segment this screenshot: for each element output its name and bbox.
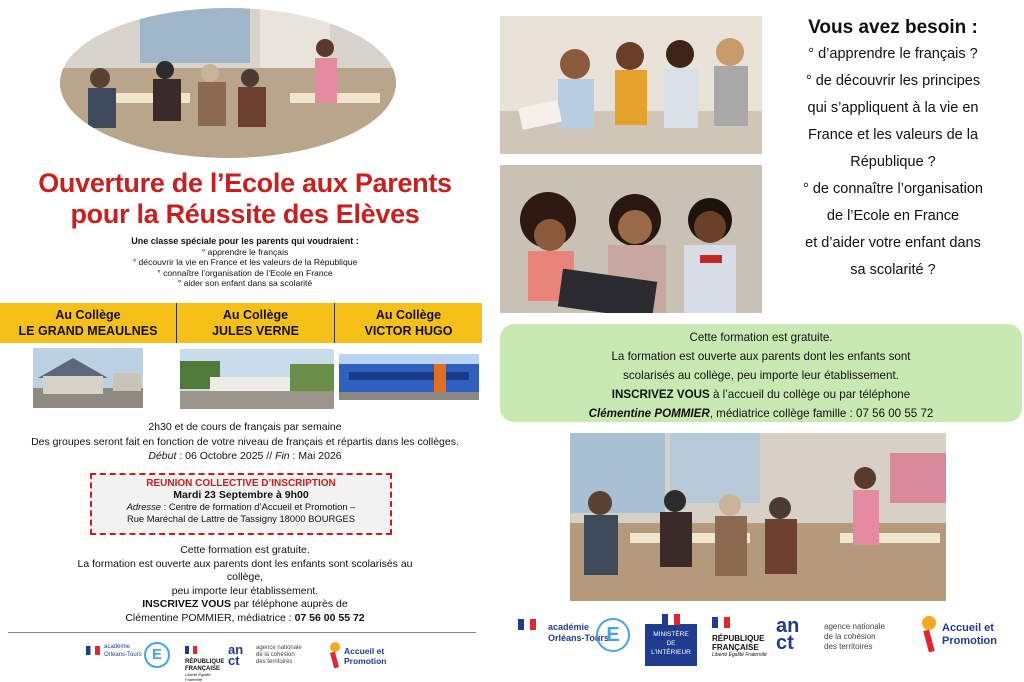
reunion-title: REUNION COLLECTIVE D’INSCRIPTION bbox=[146, 478, 336, 489]
course-info bbox=[0, 420, 490, 464]
intro-item: ° aider son enfant dans sa scolarité bbox=[177, 278, 313, 288]
academie-region: Orléans-Tours bbox=[104, 652, 142, 658]
green-open-text: La formation est ouverte aux parents dont les enfants sont bbox=[611, 350, 911, 363]
flyer-title bbox=[0, 168, 490, 230]
republique-text-2: FRANÇAISE bbox=[185, 665, 221, 672]
academie-logo-right bbox=[518, 616, 628, 660]
college-victor-hugo bbox=[335, 303, 482, 343]
college-name: LE GRAND MEAULNES bbox=[18, 324, 158, 338]
college-jules-verne bbox=[177, 303, 334, 343]
republique-motto: Liberté Égalité Fraternité bbox=[712, 652, 767, 658]
college-le-grand-meaulnes bbox=[0, 303, 176, 343]
republique-text: RÉPUBLIQUE bbox=[712, 634, 765, 643]
figure-icon bbox=[922, 616, 936, 630]
inscrivez-label: INSCRIVEZ VOUS bbox=[142, 598, 231, 610]
besoin-item: ° de connaître l’organisation bbox=[803, 181, 983, 197]
republique-text-2: FRANÇAISE bbox=[712, 643, 759, 652]
figure-icon bbox=[330, 642, 340, 652]
besoin-title: Vous avez besoin : bbox=[808, 17, 978, 38]
debut-label: Début bbox=[148, 450, 177, 462]
besoin-item: République ? bbox=[850, 154, 936, 170]
inscrivez-rest: par téléphone auprès de bbox=[230, 598, 348, 610]
marianne-flag-icon bbox=[86, 646, 100, 655]
college-photo-victor-hugo bbox=[339, 354, 479, 400]
parents-reading-photo bbox=[500, 16, 762, 154]
open-text: La formation est ouverte aux parents dont les enfants sont scolarisés au bbox=[77, 557, 413, 570]
debut-value: : 06 Octobre 2025 // bbox=[176, 450, 276, 462]
green-open-text-2: scolarisés au collège, peu importe leur établissement. bbox=[623, 369, 899, 382]
green-inscrivez-line bbox=[500, 385, 1022, 404]
college-photo-jules-verne bbox=[180, 349, 334, 409]
contact-phone: 07 56 00 55 72 bbox=[294, 611, 365, 624]
green-contact-line bbox=[500, 404, 1022, 423]
figure-body-icon bbox=[330, 652, 339, 669]
ministere-interieur-logo bbox=[645, 608, 697, 666]
classroom-photo-right bbox=[570, 433, 946, 601]
republique-motto: Liberté Égalité Fraternité bbox=[185, 672, 211, 682]
classroom-oval-photo bbox=[60, 8, 396, 158]
marianne-flag-icon bbox=[712, 617, 730, 628]
title-line-1: Ouverture de l’Ecole aux Parents bbox=[38, 168, 452, 198]
anct-mark: an ct bbox=[228, 642, 244, 668]
anct-logo-right bbox=[776, 616, 906, 658]
family-reading-photo bbox=[500, 165, 762, 313]
free-text: Cette formation est gratuite. bbox=[180, 544, 310, 556]
contact-name: Clémentine POMMIER, médiatrice : bbox=[125, 611, 295, 624]
green-contact-rest: , médiatrice collège famille : 07 56 00 55 72 bbox=[709, 407, 934, 420]
green-inscrivez-rest: à l’accueil du collège ou par téléphone bbox=[709, 388, 911, 401]
marianne-flag-icon bbox=[185, 646, 197, 654]
green-inscrivez-label: INSCRIVEZ VOUS bbox=[611, 388, 710, 401]
republique-text: RÉPUBLIQUE bbox=[185, 659, 225, 665]
college-name: VICTOR HUGO bbox=[364, 324, 453, 338]
anct-mark: an ct bbox=[776, 615, 800, 654]
marianne-flag-icon bbox=[662, 614, 680, 625]
intro-block bbox=[60, 236, 430, 289]
course-dates bbox=[0, 449, 490, 464]
adresse-value: : Centre de formation d’Accueil et Promotion – bbox=[161, 501, 356, 513]
open-text-cont: collège, bbox=[226, 571, 264, 583]
footer-divider bbox=[8, 632, 476, 633]
college-label: Au Collège bbox=[55, 308, 121, 322]
anct-logo-left bbox=[228, 642, 318, 672]
green-contact-name: Clémentine POMMIER bbox=[588, 407, 710, 420]
registration-box-right bbox=[500, 324, 1022, 422]
registration-info-left bbox=[40, 544, 450, 625]
besoin-item: France et les valeurs de la bbox=[807, 127, 979, 143]
academie-region: Orléans-Tours bbox=[548, 633, 609, 643]
ministere-text: MINISTÈRE bbox=[653, 631, 689, 638]
inscrivez-line bbox=[40, 598, 450, 612]
reunion-date: Mardi 23 Septembre à 9h00 bbox=[173, 488, 309, 501]
intro-item: ° connaître l’organisation de l’Ecole en France bbox=[157, 267, 333, 278]
college-label: Au Collège bbox=[222, 308, 289, 322]
open-text-cont: peu importe leur établissement. bbox=[171, 584, 319, 597]
besoin-item: de l’Ecole en France bbox=[826, 208, 960, 224]
accueil-text: Accueil et bbox=[942, 622, 994, 634]
fin-label: Fin bbox=[275, 450, 290, 462]
college-photo-grand-meaulnes bbox=[33, 348, 143, 408]
course-groups: Des groupes seront fait en fonction de votre niveau de français et répartis dans les collèges. bbox=[31, 435, 459, 448]
anct-text-3: des territoires bbox=[256, 659, 293, 665]
anct-text-3: des territoires bbox=[824, 642, 873, 651]
intro-item: ° découvrir la vie en France et les valeurs de la République bbox=[132, 257, 358, 267]
besoin-item: ° d’apprendre le français ? bbox=[808, 46, 978, 62]
college-name: JULES VERNE bbox=[212, 324, 299, 338]
besoin-item: qui s’appliquent à la vie en bbox=[807, 100, 979, 116]
contact-line bbox=[40, 612, 450, 626]
adresse-label: Adresse bbox=[126, 501, 162, 513]
reunion-address-line-1 bbox=[92, 501, 390, 513]
ministere-text-3: L’INTÉRIEUR bbox=[651, 649, 691, 656]
accueil-promotion-logo-right bbox=[922, 612, 1022, 658]
intro-lead: Une classe spéciale pour les parents qui voudraient : bbox=[131, 236, 359, 246]
anct-text-1: agence nationale bbox=[824, 622, 885, 631]
besoin-block bbox=[762, 14, 1024, 284]
anct-text-1: agence nationale bbox=[256, 645, 302, 651]
anct-text-2: de la cohésion bbox=[824, 632, 876, 641]
figure-body-icon bbox=[923, 630, 934, 653]
colleges-bar bbox=[0, 303, 482, 343]
besoin-item: et d’aider votre enfant dans bbox=[805, 235, 981, 251]
college-label: Au Collège bbox=[375, 308, 442, 322]
accueil-text: Accueil et bbox=[344, 646, 385, 656]
intro-item: ° apprendre le français bbox=[201, 246, 289, 257]
anct-text-2: de la cohésion bbox=[256, 652, 295, 658]
fin-value: : Mai 2026 bbox=[289, 450, 342, 462]
academie-logo-left bbox=[86, 642, 166, 672]
ministere-text-2: DE bbox=[666, 640, 676, 647]
reunion-address-line-2: Rue Maréchal de Lattre de Tassigny 18000 BOURGES bbox=[126, 512, 356, 524]
promotion-text: Promotion bbox=[344, 656, 387, 666]
republique-logo-left bbox=[185, 641, 225, 682]
reunion-box bbox=[90, 473, 392, 535]
academie-text: académie bbox=[548, 622, 590, 632]
republique-logo-right bbox=[712, 614, 772, 660]
besoin-item: ° de découvrir les principes bbox=[805, 73, 981, 89]
academie-e-icon: E bbox=[596, 618, 630, 652]
marianne-flag-icon bbox=[518, 619, 536, 630]
besoin-item: sa scolarité ? bbox=[850, 262, 936, 278]
academie-text: académie bbox=[104, 644, 131, 650]
promotion-text: Promotion bbox=[942, 635, 997, 647]
accueil-promotion-logo-left bbox=[330, 640, 400, 672]
course-hours: 2h30 et de cours de français par semaine bbox=[148, 421, 342, 433]
title-line-2: pour la Réussite des Elèves bbox=[70, 199, 420, 229]
green-free-text: Cette formation est gratuite. bbox=[689, 331, 833, 344]
academie-e-icon: E bbox=[144, 642, 170, 668]
